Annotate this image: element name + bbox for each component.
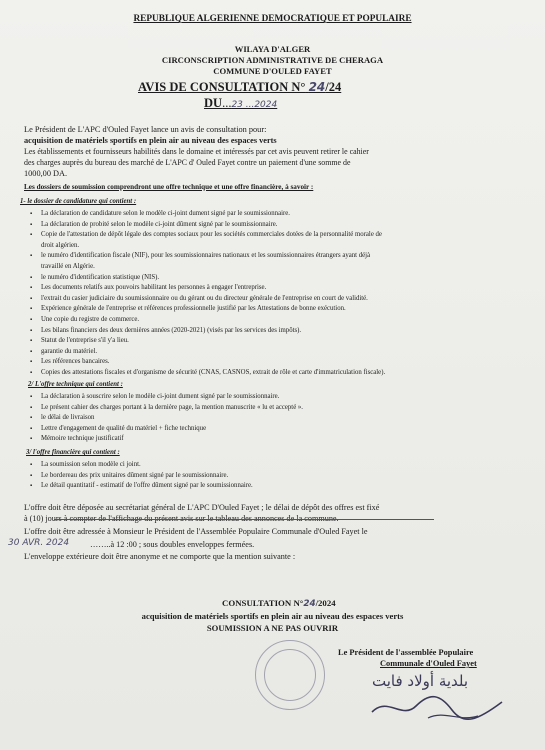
list-item: ▪ Le détail quantitatif - estimatif de l'offre dûment signé par le soumissionnaire.: [28, 481, 253, 492]
list-item: ▪ Mémoire technique justificatif: [28, 434, 303, 445]
closing-line-1: L'offre doit être déposée au secrétariat général de L'APC D'Ouled Fayet ; le délai de dépôt des offres est fixé: [24, 503, 380, 512]
du-label: DU: [204, 96, 223, 110]
list-item: droit algérien.: [41, 241, 80, 249]
candidature-list: [28, 209, 385, 379]
list-item: ▪ le numéro d'identification fiscale (NIF), pour les soumissionnaires nationaux et les soumissionnaires étrangers ayant déjà: [28, 251, 385, 262]
closing-line-5: L'enveloppe extérieure doit être anonyme et ne comporte que la mention suivante :: [24, 552, 296, 561]
avis-number: 24: [308, 80, 326, 94]
list-item: ▪ La déclaration de candidature selon le modèle ci-joint dument signé par le soumissionnaire.: [28, 209, 385, 220]
list-item: ▪ garantie du matériel.: [28, 347, 385, 358]
footer-warning: SOUMISSION A NE PAS OUVRIR: [206, 623, 339, 633]
republic-heading: REPUBLIQUE ALGERIENNE DEMOCRATIQUE ET POPULAIRE: [133, 14, 412, 24]
avis-title: [138, 80, 341, 95]
list-item: ▪ Copies des attestations fiscales et d'organisme de sécurité (CNAS, CASNOS, extrait de rôle et carte d'immatriculation fiscale).: [28, 368, 385, 379]
closing-line-3: L'offre doit être adressée à Monsieur le Président de l'Assemblée Populaire Communale d'Ouled Fayet le: [24, 527, 368, 536]
commune-heading: COMMUNE D'OULED FAYET: [213, 66, 332, 76]
list-item: ▪ Expérience générale de l'entreprise et références professionnelle justifié par les Attestations de bonne exécution.: [28, 304, 385, 315]
intro-line-3: Les établissements et fournisseurs habilités dans le domaine et intéressés par cet avis peuvent retirer le cahier: [24, 147, 369, 156]
section-candidature-heading: 1- le dossier de candidature qui contient :: [20, 198, 137, 205]
list-item: ▪ Statut de l'entreprise s'il y'a lieu.: [28, 336, 385, 347]
financiere-list: [28, 460, 253, 492]
avis-prefix: AVIS DE CONSULTATION N°: [138, 80, 306, 94]
list-item: ▪ Les références bancaires.: [28, 357, 385, 368]
consultation-suffix: /2024: [315, 598, 336, 608]
list-item: ▪ le délai de livraison: [28, 413, 303, 424]
list-item: ▪ Une copie du registre de commerce.: [28, 315, 385, 326]
technique-list: [28, 392, 303, 445]
consultation-number: 24: [303, 599, 316, 609]
signature-commune: Communale d'Ouled Fayet: [380, 659, 477, 668]
list-item: ▪ Lettre d'engagement de qualité du matériel + fiche technique: [28, 424, 303, 435]
signature-title: Le Président de l'assemblée Populaire: [338, 648, 474, 657]
list-item: travaillé en Algérie.: [41, 262, 95, 270]
intro-line-5: 1000,00 DA.: [24, 169, 68, 178]
wilaya-heading: WILAYA D'ALGER: [234, 44, 311, 54]
list-item: ▪ l'extrait du casier judiciaire du soumissionnaire ou du gérant ou du directeur générale de l'entreprise en court de validité.: [28, 294, 385, 305]
official-stamp: [255, 640, 325, 710]
handwritten-signature: [368, 690, 508, 726]
avis-suffix: /24: [325, 80, 342, 94]
consultation-prefix: CONSULTATION N°: [222, 598, 304, 608]
closing-line-4: ……..à 12 :00 ; sous doubles enveloppes fermées.: [90, 540, 255, 549]
list-item: ▪ La déclaration de probité selon le modèle ci-joint dûment signé par le soumissionnaire.: [28, 220, 385, 231]
section-financiere-heading: 3/ l'offre financière qui contient :: [26, 449, 120, 456]
handwritten-deadline-date: 30 AVR. 2024: [8, 538, 70, 548]
closing-line-2: à (10) jours à compter de l'affichage du présent avis sur le tableau des annonces de la commune.: [24, 514, 339, 523]
section-technique-heading: 2/ L'offre technique qui contient :: [28, 381, 123, 388]
arabic-signature: بلدية أولاد فايت: [372, 672, 469, 690]
list-item: ▪ Copie de l'attestation de dépôt légale des comptes sociaux pour les sociétés commerciales dotées de la personnalité morale de: [28, 230, 385, 241]
strike-line: [54, 519, 434, 520]
du-date-handwritten: 23 ...2024: [231, 100, 278, 110]
footer-object: acquisition de matériels sportifs en plein air au niveau des espaces verts: [141, 611, 404, 621]
list-item: ▪ le numéro d'identification statistique (NIS).: [28, 273, 385, 284]
list-item: ▪ Le présent cahier des charges portant à la dernière page, la mention manuscrite « lu et accepté ».: [28, 403, 303, 414]
list-item: ▪ Les bilans financiers des deux dernières années (2020-2021) (visés par les services des impôts).: [28, 326, 385, 337]
intro-line-1: Le Président de L'APC d'Ouled Fayet lance un avis de consultation pour:: [24, 125, 267, 134]
list-item: ▪ La déclaration à souscrire selon le modèle ci-joint dument signé par le soumissionnaire.: [28, 392, 303, 403]
list-item: ▪ Le bordereau des prix unitaires dûment signé par le soumissionnaire.: [28, 471, 253, 482]
intro-line-4: des charges auprès du bureau des marché de L'APC d' Ouled Fayet contre un paiement d'une somme de: [24, 158, 351, 167]
dossiers-heading: Les dossiers de soumission comprendront une offre technique et une offre financière, à savoir :: [24, 183, 314, 191]
avis-date: DU...23 ...2024: [204, 96, 278, 110]
intro-object: acquisition de matériels sportifs en plein air au niveau des espaces verts: [24, 136, 277, 145]
list-item: ▪ Les documents relatifs aux pouvoirs habilitant les personnes à engager l'entreprise.: [28, 283, 385, 294]
list-item: ▪ La soumission selon modèle ci joint.: [28, 460, 253, 471]
consultation-footer-title: [222, 598, 336, 609]
circonscription-heading: CIRCONSCRIPTION ADMINISTRATIVE DE CHERAGA: [161, 55, 384, 65]
